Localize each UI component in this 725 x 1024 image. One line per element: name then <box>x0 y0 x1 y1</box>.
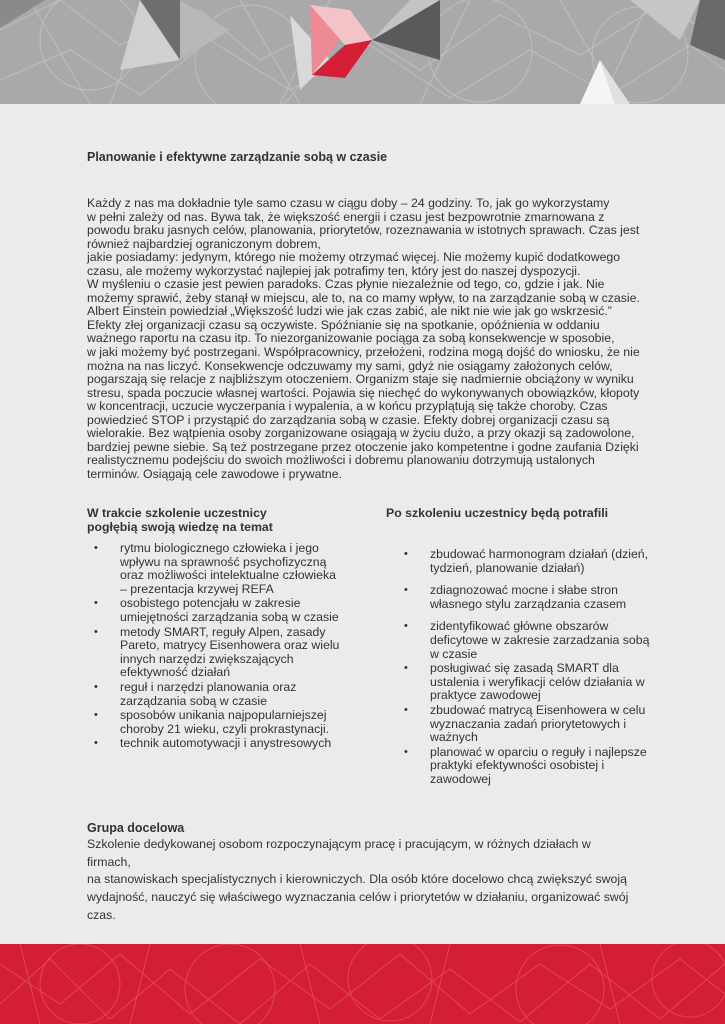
group-line: firmach, <box>87 854 131 869</box>
intro-line: możemy sprawić, żeby stanął w miejscu, ale to, na co mamy wpływ, to na zarządzanie sobą w czasie. <box>87 290 640 305</box>
list-item-line: w czasie <box>430 646 478 661</box>
left-heading-line: pogłębią swoją wiedzę na temat <box>87 520 273 534</box>
left-heading-line: W trakcie szkolenie uczestnicy <box>87 506 267 520</box>
list-item-line: • technik automotywacji i anystresowych <box>120 736 332 751</box>
intro-line: wielorakie. Bez wątpienia osoby zorganizowane osiągają w życiu dużo, a przy okazji są zadowolone, <box>87 426 635 441</box>
list-item-line: tydzień, planowanie działań) <box>430 560 585 575</box>
intro-line: czasu, ale możemy wykorzystać najlepiej jak potrafimy ten, który jest do naszej dyspozycji. <box>87 263 581 278</box>
list-item-line: praktyce zawodowej <box>430 688 541 703</box>
list-item-line: – prezentacja krzywej REFA <box>120 581 274 596</box>
list-item <box>120 542 350 596</box>
list-item-line: • zbudować matrycą Eisenhowera w celu <box>430 702 646 717</box>
group-line: wydajność, nauczyć się właściwego wyznaczania celów i priorytetów w działaniu, organizować swój <box>87 890 629 905</box>
intro-line: Każdy z nas ma dokładnie tyle samo czasu w ciągu doby – 24 godziny. To, jak go wykorzystamy <box>87 196 610 210</box>
document-title: Planowanie i efektywne zarządzanie sobą w czasie <box>87 150 388 164</box>
list-item-line: • posługiwać się zasadą SMART dla <box>430 661 619 676</box>
right-bullet-list <box>430 548 660 796</box>
list-item <box>430 584 660 611</box>
list-item <box>430 662 660 703</box>
list-item <box>120 709 350 736</box>
list-item-line: ustalenia i weryfikacji celów działania w <box>430 674 645 689</box>
footer-banner-graphic <box>0 944 725 1024</box>
list-item-line: • sposobów unikania najpopularniejszej <box>120 708 327 723</box>
list-item <box>120 597 350 624</box>
list-item-line: zarządzania sobą w czasie <box>120 693 267 708</box>
list-item-line: wyznaczania zadań priorytetowych i <box>430 716 627 731</box>
list-item <box>430 548 660 575</box>
header-banner-graphic <box>0 0 725 104</box>
intro-line: Efekty złej organizacji czasu są oczywiste. Spóźnianie się na spotkanie, opóźnienia w oddaniu <box>87 317 600 332</box>
intro-line: realistycznemu podejściu do swoich możliwości i dobremu planowaniu dotrzymują ustalonych <box>87 453 595 468</box>
left-column-heading <box>87 506 273 534</box>
list-item-line: deficytowe w zakresie zarzadzania sobą <box>430 632 650 647</box>
list-item-line: • metody SMART, reguły Alpen, zasady <box>120 624 326 639</box>
target-group-paragraph <box>87 836 647 925</box>
target-group-heading: Grupa docelowa <box>87 821 185 835</box>
list-item <box>120 626 350 680</box>
group-line: czas. <box>87 907 116 922</box>
list-item-line: wpływu na sprawność psychofizyczną <box>120 554 327 569</box>
list-item-line: • zidentyfikować główne obszarów <box>430 619 609 634</box>
intro-line: powiedzieć STOP i przystąpić do zarządzania sobą w czasie. Efekty dobrej organizacji czasu są <box>87 412 610 427</box>
list-item <box>430 704 660 745</box>
intro-line: W myśleniu o czasie jest pewien paradoks. Czas płynie niezależnie od tego, co, gdzie i jak. Nie <box>87 277 605 292</box>
intro-line: w pełni zależy od nas. Bywa tak, że większość energii i czasu jest bezpowrotnie zmarnowana z <box>87 209 605 224</box>
intro-line: jakie posiadamy: jedynym, którego nie możemy otrzymać więcej. Nie możemy kupić dodatkowego <box>87 250 621 265</box>
list-item-line: innych narzędzi zwiększających <box>120 651 294 666</box>
list-item-line: praktyki efektywności osobistej i <box>430 758 605 773</box>
list-item-line: • zbudować harmonogram działań (dzień, <box>430 547 649 561</box>
left-bullet-list <box>120 542 350 752</box>
group-line: na stanowiskach specjalistycznych i kierowniczych. Dla osób które docelowo chcą zwiększyć swoją <box>87 872 627 887</box>
list-item-line: efektywność działań <box>120 665 231 680</box>
list-item-line: • reguł i narzędzi planowania oraz <box>120 679 297 694</box>
list-item <box>430 620 660 661</box>
list-item <box>120 737 350 751</box>
list-item-line: umiejętności zarządzania sobą w czasie <box>120 609 339 624</box>
list-item-line: Pareto, matrycy Eisenhowera oraz wielu <box>120 638 340 653</box>
intro-line: terminów. Osiągają cele zawodowe i prywatne. <box>87 466 342 481</box>
intro-line: Albert Einstein powiedział „Większość ludzi wie jak czas zabić, ale nikt nie wie jak go wskrzesić.” <box>87 304 612 319</box>
list-item-line: zawodowej <box>430 771 491 786</box>
list-item-line: ważnych <box>430 730 478 745</box>
intro-line: powodu braku jasnych celów, planowania, priorytetów, rozeznawania w istotnych sprawach. Czas jest <box>87 223 640 238</box>
group-line: Szkolenie dedykowanej osobom rozpoczynającym pracę i pracującym, w różnych działach w <box>87 837 591 851</box>
list-item-line: • zdiagnozować mocne i słabe stron <box>430 583 618 598</box>
intro-paragraph <box>87 197 647 481</box>
intro-line: w koncentracji, uczucie wyczerpania i wypalenia, a w końcu przyplątują się także choroby. Czas <box>87 399 608 414</box>
right-column-heading: Po szkoleniu uczestnicy będą potrafili <box>386 506 609 520</box>
intro-line: również najbardziej ograniczonym dobrem, <box>87 236 321 251</box>
list-item-line: • osobistego potencjału w zakresie <box>120 596 301 611</box>
list-item <box>120 681 350 708</box>
list-item-line: • planować w oparciu o reguły i najlepsze <box>430 744 647 759</box>
intro-line: bardziej pewne siebie. Są też postrzegane przez otoczenie jako kompetentne i godne zaufania Dzięki <box>87 439 639 454</box>
intro-line: ważnego raportu na czasu itp. To niezorganizowanie pociąga za sobą konsekwencje w sposobie, <box>87 331 615 346</box>
intro-line: można na nas liczyć. Konsekwencje odczuwamy my sami, gdyż nie osiągamy założonych celów, <box>87 358 613 373</box>
list-item <box>430 746 660 787</box>
intro-line: stresu, spada poczucie własnej wartości. Pojawia się niechęć do wykonywanych obowiązków, kłopoty <box>87 385 640 400</box>
list-item-line: oraz możliwości intelektualne człowieka <box>120 568 336 583</box>
list-item-line: własnego stylu zarządzania czasem <box>430 596 627 611</box>
intro-line: pogarszają się relacje z najbliższym otoczeniem. Organizm staje się nadmiernie obciążony w wyniku <box>87 372 634 387</box>
list-item-line: choroby 21 wieku, czyli prokrastynacji. <box>120 721 330 736</box>
intro-line: w jaki możemy być postrzegani. Współpracownicy, przełożeni, rodzina mogą dojść do wniosku, że nie <box>87 345 640 360</box>
list-item-line: • rytmu biologicznego człowieka i jego <box>120 541 319 555</box>
